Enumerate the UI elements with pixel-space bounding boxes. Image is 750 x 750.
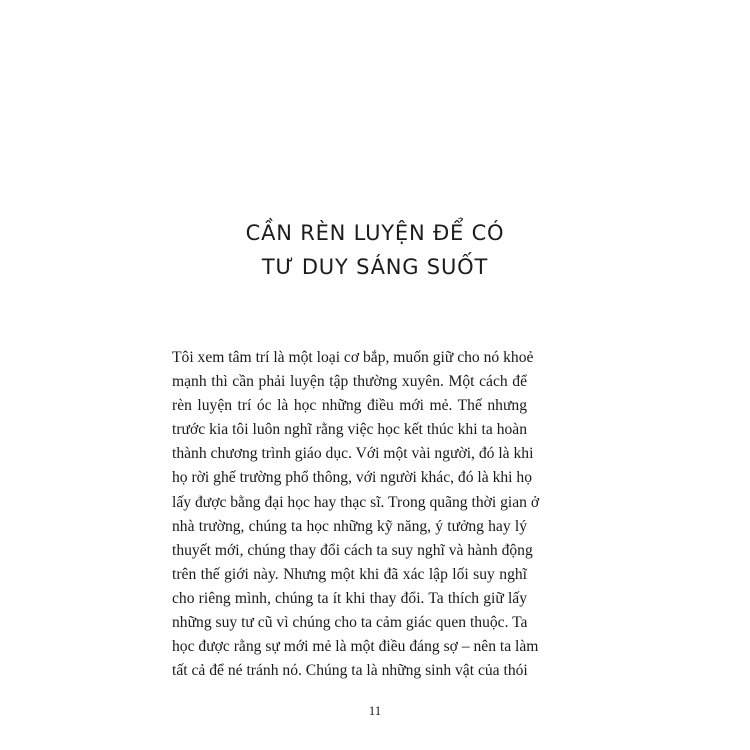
body-paragraph: [172, 346, 540, 683]
paragraph-line: trên thế giới này. Nhưng một khi đã xác lập lối suy nghĩ: [172, 565, 527, 583]
paragraph-line: lấy được bằng đại học hay thạc sĩ. Trong quãng thời gian ở: [172, 493, 540, 511]
paragraph-line: họ rời ghế trường phổ thông, với người khác, đó là khi họ: [172, 469, 532, 487]
chapter-title-line-2: TƯ DUY SÁNG SUỐT: [261, 255, 489, 279]
paragraph-line: những suy tư cũ vì chúng cho ta cảm giác quen thuộc. Ta: [172, 614, 528, 632]
paragraph-line: Tôi xem tâm trí là một loại cơ bắp, muốn giữ cho nó khoẻ: [172, 349, 534, 366]
paragraph-line: trước kia tôi luôn nghĩ rằng việc học kết thúc khi ta hoàn: [172, 421, 527, 439]
paragraph-line: mạnh thì cần phải luyện tập thường xuyên. Một cách để: [172, 373, 527, 391]
paragraph-line: rèn luyện trí óc là học những điều mới mẻ. Thế nhưng: [172, 397, 527, 415]
paragraph-line: học được rằng sự mới mẻ là một điều đáng sợ – nên ta làm: [172, 638, 539, 656]
paragraph-line: thành chương trình giáo dục. Với một vài người, đó là khi: [172, 445, 534, 463]
paragraph-line: nhà trường, chúng ta học những kỹ năng, ý tưởng hay lý: [172, 517, 527, 535]
paragraph-line: tất cả để né tránh nó. Chúng ta là những sinh vật của thói: [172, 662, 528, 680]
paragraph-line: cho riêng mình, chúng ta ít khi thay đổi. Ta thích giữ lấy: [172, 589, 527, 607]
chapter-title-line-1: CẦN RÈN LUYỆN ĐỂ CÓ: [245, 221, 505, 245]
paragraph-line: thuyết mới, chúng thay đổi cách ta suy nghĩ và hành động: [172, 541, 533, 559]
page-number: 11: [368, 703, 382, 718]
